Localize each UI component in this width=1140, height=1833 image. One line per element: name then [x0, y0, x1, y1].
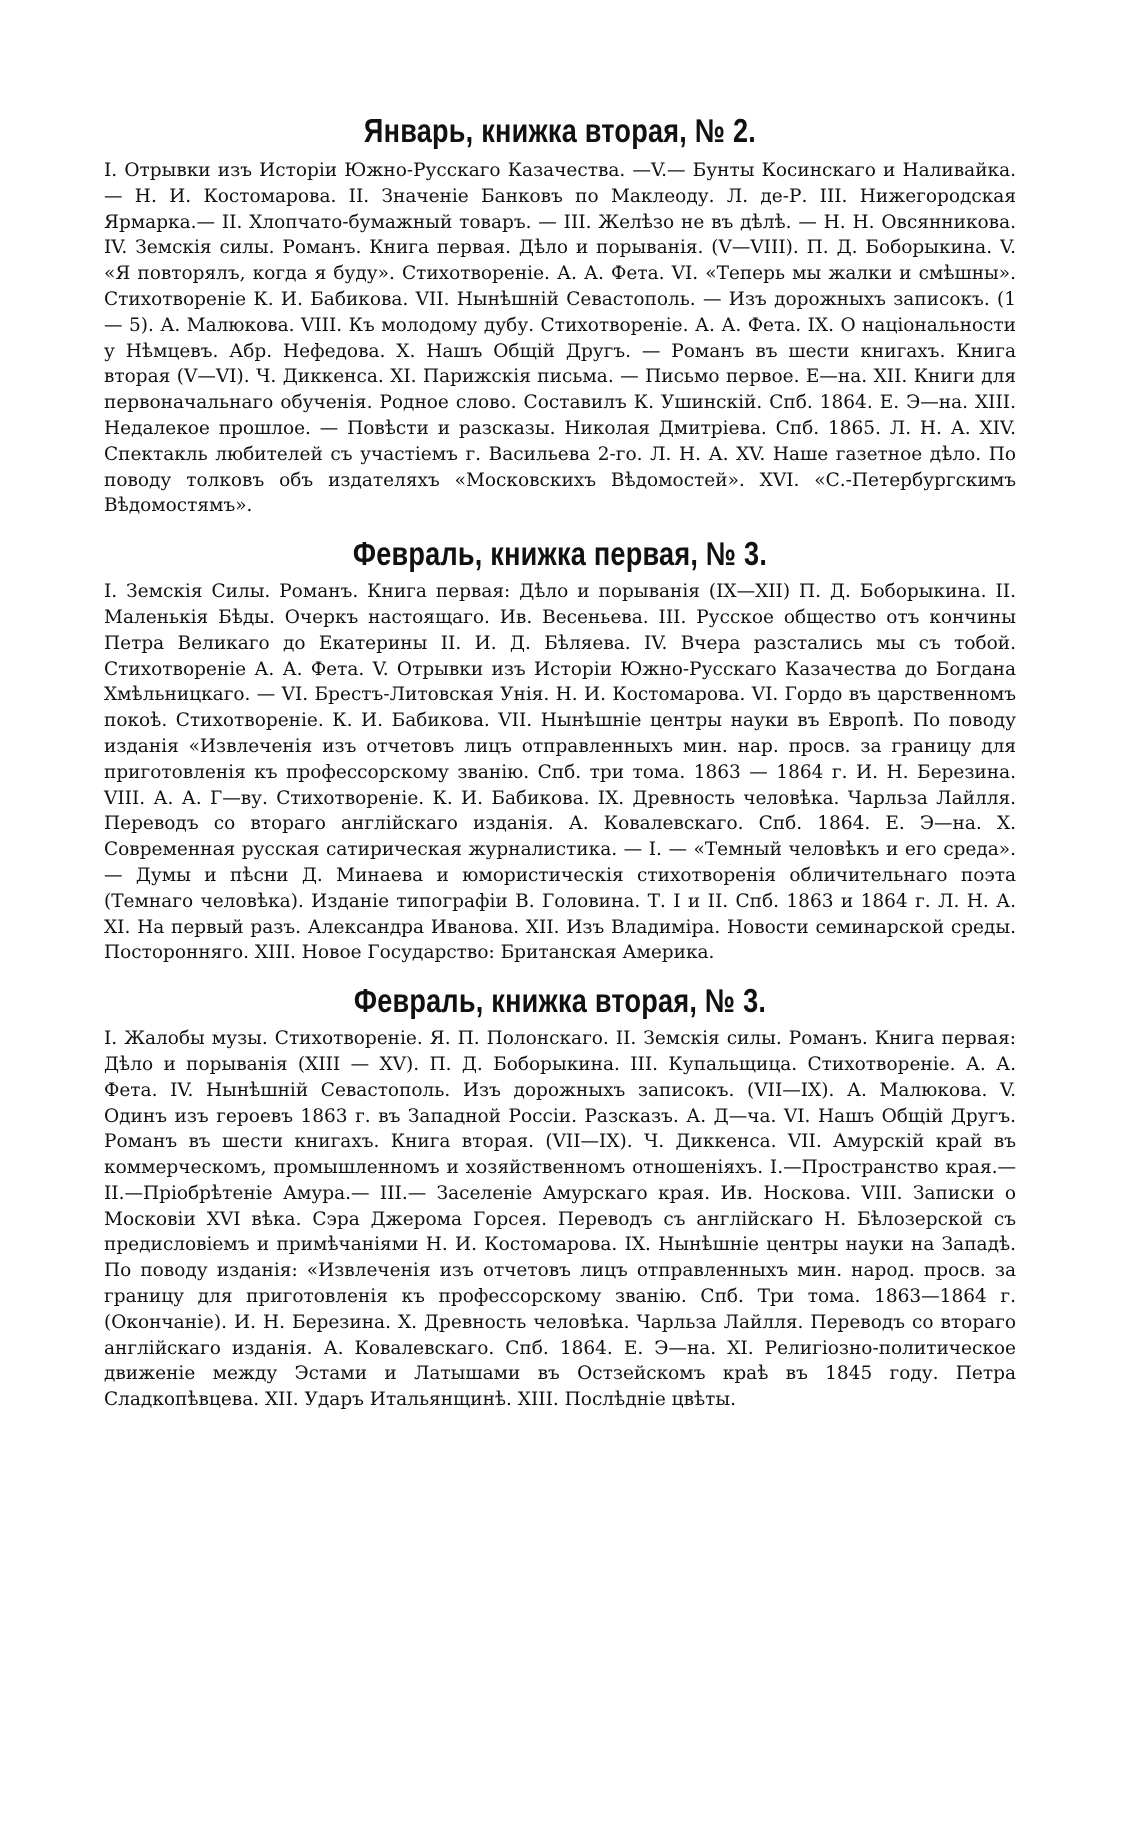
contents-paragraph: I. Отрывки изъ Исторіи Южно-Русскаго Казачества. —V.— Бунты Косинскаго и Наливайка. — Н. И. Костомарова. II. Значеніе Банковъ по Маклеоду. Л. де-Р. III. Нижегородская Ярмарка.— II. Хлопчато-бумажный товаръ. — III. Желѣзо не въ дѣлѣ. — Н. Н. Овсянникова. IV. Земскія силы. Романъ. Книга первая. Дѣло и порыванія. (V—VIII). П. Д. Боборыкина. V. «Я повторялъ, когда я буду». Стихотвореніе. А. А. Фета. VI. «Теперь мы жалки и смѣшны». Стихотвореніе К. И. Бабикова. VII. Нынѣшній Севастополь. — Изъ дорожныхъ записокъ. (1 — 5). А. Малюкова. VIII. Къ молодому дубу. Стихотвореніе. А. А. Фета. IX. О національности у Нѣмцевъ. Абр. Нефедова. X. Нашъ Общій Другъ. — Романъ въ шести книгахъ. Книга вторая (V—VI). Ч. Диккенса. XI. Парижскія письма. — Письмо первое. Е—на. XII. Книги для первоначальнаго обученія. Родное слово. Составилъ К. Ушинскій. Спб. 1864. Е. Э—на. XIII. Недалекое прошлое. — Повѣсти и разсказы. Николая Дмитріева. Спб. 1865. Л. Н. А. XIV. Спектакль любителей съ участіемъ г. Васильева 2-го. Л. Н. А. XV. Наше газетное дѣло. По поводу толковъ объ издателяхъ «Московскихъ Вѣдомостей». XVI. «С.-Петербургскимъ Вѣдомостямъ».: [104, 160, 1016, 517]
section-title: Февраль, книжка первая, № 3.: [352, 535, 768, 573]
contents-paragraph: I. Земскія Силы. Романъ. Книга первая: Дѣло и порыванія (IX—XII) П. Д. Боборыкина. II. Маленькія Бѣды. Очеркъ настоящаго. Ив. Весеньева. III. Русское общество отъ кончины Петра Великаго до Екатерины II. И. Д. Бѣляева. IV. Вчера разстались мы съ тобой. Стихотвореніе А. А. Фета. V. Отрывки изъ Исторіи Южно-Русскаго Казачества до Богдана Хмѣльницкаго. — VI. Брестъ-Литовская Унія. Н. И. Костомарова. VI. Гордо въ царственномъ покоѣ. Стихотвореніе. К. И. Бабикова. VII. Нынѣшніе центры науки въ Европѣ. По поводу изданія «Извлеченія изъ отчетовъ лицъ отправленныхъ мин. нар. просв. за границу для приготовленія къ профессорскому званію. Спб. три тома. 1863 — 1864 г. И. Н. Березина. VIII. А. А. Г—ву. Стихотвореніе. К. И. Бабикова. IX. Древность человѣка. Чарльза Лайлля. Переводъ со втораго англійскаго изданія. А. Ковалевскаго. Спб. 1864. Е. Э—на. X. Современная русская сатирическая журналистика. — I. — «Темный человѣкъ и его среда».— Думы и пѣсни Д. Минаева и юмористическія стихотворенія обличительнаго поэта (Темнаго человѣка). Изданіе типографіи В. Головина. Т. I и II. Спб. 1863 и 1864 г. Л. Н. А. XI. На первый разъ. Александра Иванова. XII. Изъ Владиміра. Новости семинарской среды. Посторонняго. XIII. Новое Государство: Британская Америка.: [104, 581, 1016, 964]
section-title: Январь, книжка вторая, № 2.: [363, 112, 757, 149]
section-title: Февраль, книжка вторая, № 3.: [353, 982, 767, 1020]
section-february-book-two: [104, 980, 1016, 1413]
page: [104, 110, 1016, 1413]
section-january-book-two: [104, 110, 1016, 519]
section-february-book-one: [104, 533, 1016, 966]
contents-paragraph: I. Жалобы музы. Стихотвореніе. Я. П. Полонскаго. II. Земскія силы. Романъ. Книга первая: Дѣло и порыванія (XIII — XV). П. Д. Боборыкина. III. Купальщица. Стихотвореніе. А. А. Фета. IV. Нынѣшній Севастополь. Изъ дорожныхъ записокъ. (VII—IX). А. Малюкова. V. Одинъ изъ героевъ 1863 г. въ Западной Россіи. Разсказъ. А. Д—ча. VI. Нашъ Общій Другъ. Романъ въ шести книгахъ. Книга вторая. (VII—IX). Ч. Диккенса. VII. Амурскій край въ коммерческомъ, промышленномъ и хозяйственномъ отношеніяхъ. I.—Пространство края.—II.—Пріобрѣтеніе Амура.— III.— Заселеніе Амурскаго края. Ив. Носкова. VIII. Записки о Московіи XVI вѣка. Сэра Джерома Горсея. Переводъ съ англійскаго Н. Бѣлозерской съ предисловіемъ и примѣчаніями Н. И. Костомарова. IX. Нынѣшніе центры науки на Западѣ. По поводу изданія: «Извлеченія изъ отчетовъ лицъ отправленныхъ мин. народ. просв. за границу для приготовленія къ профессорскому званію. Спб. Три тома. 1863—1864 г. (Окончаніе). И. Н. Березина. X. Древность человѣка. Чарльза Лайлля. Переводъ со втораго англійскаго изданія. А. Ковалевскаго. Спб. 1864. Е. Э—на. XI. Религіозно-политическое движеніе между Эстами и Латышами въ Остзейскомъ краѣ въ 1845 году. Петра Сладкопѣвцева. XII. Ударъ Итальянщинѣ. XIII. Послѣдніе цвѣты.: [104, 1028, 1016, 1411]
